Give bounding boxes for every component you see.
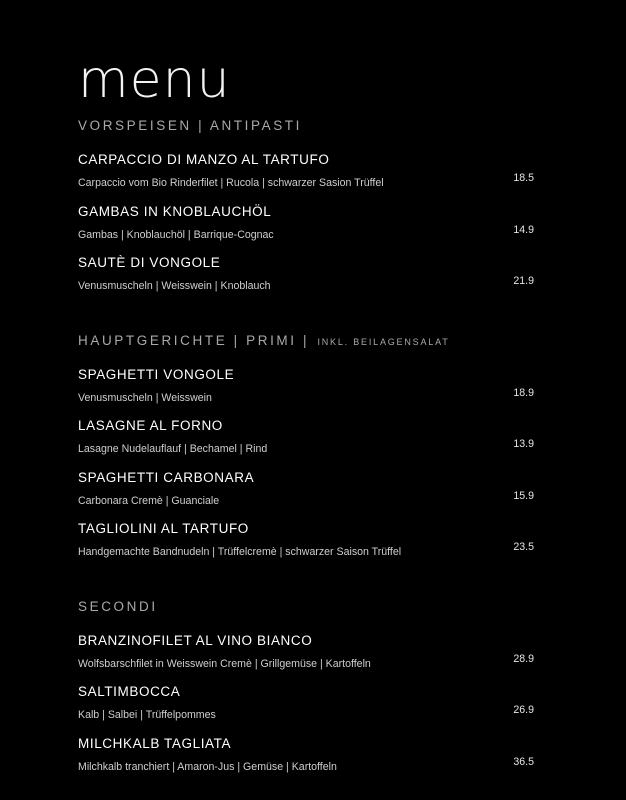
section-heading-text: HAUPTGERICHTE | PRIMI | xyxy=(78,333,310,348)
menu-item xyxy=(78,255,538,292)
item-name: SPAGHETTI CARBONARA xyxy=(78,470,255,485)
item-name: SPAGHETTI VONGOLE xyxy=(78,367,235,382)
menu-item xyxy=(78,736,538,773)
item-price: 23.5 xyxy=(513,541,534,553)
section-heading-antipasti xyxy=(78,118,302,134)
item-description: Lasagne Nudelauflauf | Bechamel | Rind xyxy=(78,443,268,455)
section-heading-text: SECONDI xyxy=(78,599,158,614)
menu-item xyxy=(78,470,538,507)
item-description: Venusmuscheln | Weisswein | Knoblauch xyxy=(78,280,271,292)
item-name: LASAGNE AL FORNO xyxy=(78,418,223,433)
item-name: TAGLIOLINI AL TARTUFO xyxy=(78,521,249,536)
item-description: Wolfsbarschfilet in Weisswein Cremè | Grillgemüse | Kartoffeln xyxy=(78,658,371,670)
item-name: SALTIMBOCCA xyxy=(78,684,181,699)
item-description: Milchkalb tranchiert | Amaron-Jus | Gemüse | Kartoffeln xyxy=(78,761,337,773)
item-name: BRANZINOFILET AL VINO BIANCO xyxy=(78,633,313,648)
menu-item xyxy=(78,152,538,189)
item-price: 18.5 xyxy=(513,172,534,184)
item-price: 26.9 xyxy=(513,704,534,716)
item-name: MILCHKALB TAGLIATA xyxy=(78,736,232,751)
item-price: 15.9 xyxy=(513,490,534,502)
item-description: Gambas | Knoblauchöl | Barrique-Cognac xyxy=(78,229,274,241)
menu-item xyxy=(78,684,538,721)
section-heading-primi xyxy=(78,333,450,350)
item-description: Handgemachte Bandnudeln | Trüffelcremè | schwarzer Saison Trüffel xyxy=(78,546,402,558)
item-description: Carpaccio vom Bio Rinderfilet | Rucola | schwarzer Sasion Trüffel xyxy=(78,177,384,189)
item-description: Kalb | Salbei | Trüffelpommes xyxy=(78,709,216,721)
item-price: 28.9 xyxy=(513,653,534,665)
item-name: GAMBAS IN KNOBLAUCHÖL xyxy=(78,204,272,219)
item-description: Carbonara Cremè | Guanciale xyxy=(78,495,220,507)
item-description: Venusmuscheln | Weisswein xyxy=(78,392,212,404)
menu-item xyxy=(78,418,538,455)
menu-item xyxy=(78,204,538,241)
section-heading-text: VORSPEISEN | ANTIPASTI xyxy=(78,118,302,133)
item-price: 21.9 xyxy=(513,275,534,287)
menu-item xyxy=(78,521,538,558)
item-name: SAUTÈ DI VONGOLE xyxy=(78,255,221,270)
item-price: 14.9 xyxy=(513,224,534,236)
item-price: 36.5 xyxy=(513,756,534,768)
section-heading-note: INKL. BEILAGENSALAT xyxy=(317,337,450,347)
menu-item xyxy=(78,367,538,404)
item-price: 18.9 xyxy=(513,387,534,399)
menu-item xyxy=(78,633,538,670)
menu-title: menu xyxy=(78,50,231,110)
item-name: CARPACCIO DI MANZO AL TARTUFO xyxy=(78,152,330,167)
item-price: 13.9 xyxy=(513,438,534,450)
section-heading-secondi xyxy=(78,599,158,615)
